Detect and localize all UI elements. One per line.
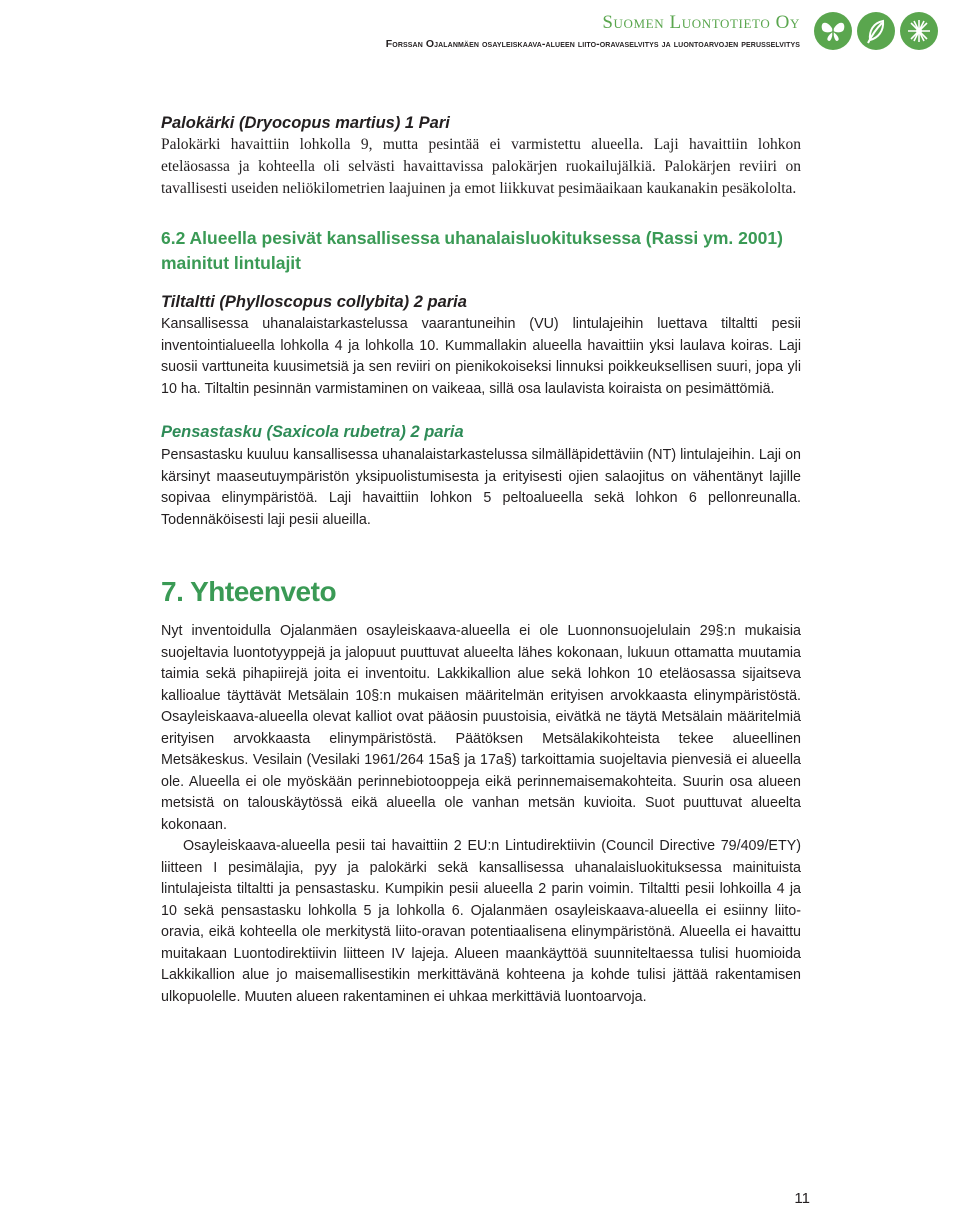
- section-7-heading: 7. Yhteenveto: [161, 576, 337, 607]
- palokarki-heading: Palokärki (Dryocopus martius) 1 Pari: [161, 114, 450, 132]
- summary-paragraph-1: Nyt inventoidulla Ojalanmäen osayleiskaava-alueella ei ole Luonnonsuojelulain 29§:n mukaisia suojeltavia luontotyyppejä ja jalopuut puuttuvat alueelta lähes kokonaan, lukuun ottamatta muutamia taimia sekä pihapiirejä joita ei inventoitu. Lakkikallion alue sekä lohkon 10 eteläosassa sijaitseva kallioalue täyttävät Metsälain 10§:n mukaisen määritelmän erityisen arvokkaasta elinympäristöstä. Osayleiskaava-alueella olevat kalliot ovat pääosin puustoisia, eivätkä ne täytä Metsälain määritelmiä erityisen arvokkaasta elinympäristöstä. Päätöksen Metsälakikohteista tekee alueellinen Metsäkeskus. Vesilain (Vesilaki 1961/264 15a§ ja 17a§) tarkoittamia suojeltavia pienvesiä ei alueella ole. Alueella ei ole myöskään perinnebiotooppeja eikä perinnemaisemakohteita. Suurin osa alueen metsistä on talouskäytössä eikä alueella ole vanhan metsän kuvioita. Suot puuttuvat alueelta kokonaan.: [161, 623, 801, 833]
- summary-paragraph-2: Osayleiskaava-alueella pesii tai havaittiin 2 EU:n Lintudirektiivin (Council Directive 79/409/ETY) liitteen I pesimälajia, pyy ja palokärki sekä kansallisessa uhanalaisluokituksessa mainituista lintulajeista tiltaltti ja pensastasku. Kumpikin pesii alueella 2 parin voimin. Tiltaltti pesii lohkoilla 4 ja 10 sekä pensastasku lohkolla 5 ja lohkolla 6. Ojalanmäen osayleiskaava-alueella ei esiinny liito-oravia, eikä kohteella ole merkitystä liito-oravan potentiaalisena elinympäristönä. Alueella ei havaittu muitakaan Luontodirektiivin liitteen IV lajeja. Alueen maankäyttöä suunniteltaessa tulisi huomioida Lakkikallion alue jo maisemallisestikin merkittävänä kohteena ja kohde tulisi jättää rakentamisen ulkopuolelle. Muuten alueen rakentaminen ei uhkaa merkittäviä luontoarvoja.: [161, 838, 801, 1005]
- dandelion-icon: [900, 12, 938, 50]
- page-content: [161, 112, 801, 1008]
- pensastasku-text: Pensastasku kuuluu kansallisessa uhanalaistarkastelussa silmälläpidettäviin (NT) lintulajeihin. Laji on kärsinyt maaseutuympäristön yksipuolistumisesta ja erityisesti ojien salaojitus on vähentänyt lajille sopivaa elinympäristöä. Laji havaittiin lohkon 5 peltoalueella sekä lohkon 6 pellonreunalla. Todennäköisesti laji pesii alueilla.: [161, 447, 801, 528]
- company-name: Suomen Luontotieto Oy: [602, 12, 800, 33]
- section-6-2-heading: 6.2 Alueella pesivät kansallisessa uhanalaisluokituksessa (Rassi ym. 2001) mainitut lintulajit: [161, 228, 783, 273]
- butterfly-icon: [814, 12, 852, 50]
- page-header: [386, 12, 800, 50]
- tiltaltti-text: Kansallisessa uhanalaistarkastelussa vaarantuneihin (VU) lintulajeihin luettava tiltaltti pesii inventointialueella lohkolla 4 ja lohkolla 10. Kummallakin alueella havaittiin yksi laulava koiras. Laji suosii varttuneita kuusimetsiä ja sen reviiri on pienikokoiseksi linnuksi poikkeuksellisen suuri, jopa yli 10 ha. Tiltaltin pesinnän varmistaminen on vaikeaa, sillä osa laulavista koiraista on pesimättömiä.: [161, 316, 801, 397]
- logo-group: [814, 12, 938, 50]
- palokarki-text: Palokärki havaittiin lohkolla 9, mutta pesintää ei varmistettu alueella. Laji havaittiin lohkon eteläosassa ja kohteella oli selvästi havaittavissa palokärjen ruokailujälkiä. Palokärjen reviiri on tavallisesti useiden neliökilometrien laajuinen ja emot liikkuvat pesimäaikaan kaukanakin pesäkololta.: [161, 136, 801, 197]
- pensastasku-heading: Pensastasku (Saxicola rubetra) 2 paria: [161, 423, 464, 441]
- report-subtitle: Forssan Ojalanmäen osayleiskaava-alueen liito-oravaselvitys ja luontoarvojen perusselvitys: [385, 38, 800, 50]
- tiltaltti-heading: Tiltaltti (Phylloscopus collybita) 2 paria: [161, 293, 467, 311]
- page-number: 11: [794, 1190, 810, 1207]
- leaf-icon: [857, 12, 895, 50]
